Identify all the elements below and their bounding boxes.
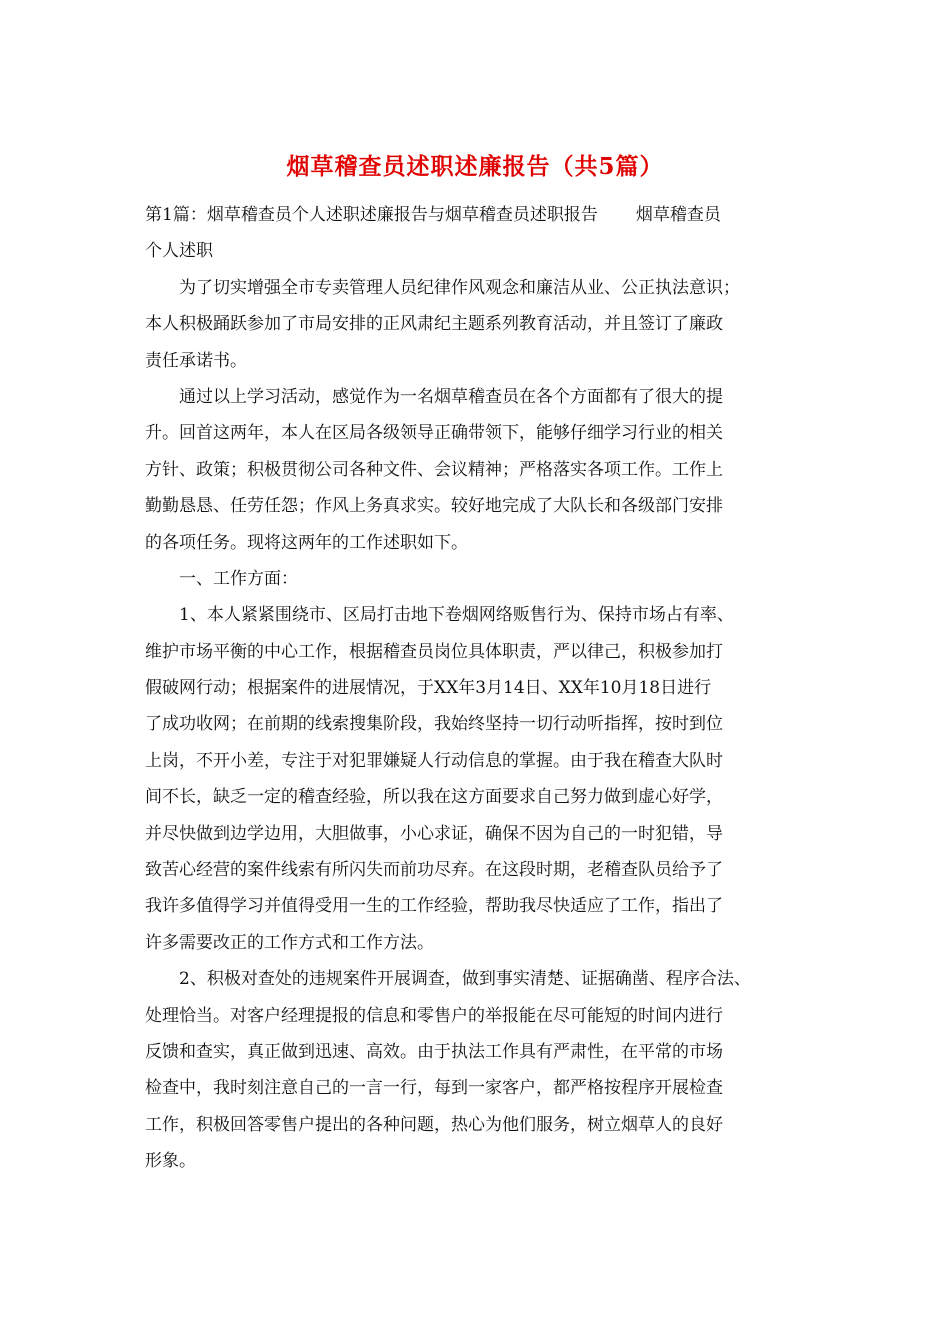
paragraph-lines [145,270,805,1180]
chapter-heading-part2: 烟草稽查员 [635,205,721,225]
document-body [145,197,805,1180]
text-line: 1、本人紧紧围绕市、区局打击地下卷烟网络贩售行为、保持市场占有率、 [179,605,734,626]
text-line: 反馈和查实，真正做到迅速、高效。由于执法工作具有严肃性，在平常的市场 [145,1041,723,1062]
text-line: 通过以上学习活动，感觉作为一名烟草稽查员在各个方面都有了很大的提 [179,386,723,407]
text-line: 了成功收网；在前期的线索搜集阶段，我始终坚持一切行动听指挥，按时到位 [145,714,723,735]
text-line: 形象。 [145,1151,196,1172]
text-line: 升。回首这两年，本人在区局各级领导正确带领下，能够仔细学习行业的相关 [145,423,723,444]
text-line: 处理恰当。对客户经理提报的信息和零售户的举报能在尽可能短的时间内进行 [145,1005,723,1026]
text-line: 维护市场平衡的中心工作，根据稽查员岗位具体职责，严以律己，积极参加打 [145,641,723,662]
text-line: 本人积极踊跃参加了市局安排的正风肃纪主题系列教育活动，并且签订了廉政 [145,314,723,335]
text-line: 假破网行动；根据案件的进展情况，于XX年3月14日、XX年10月18日进行 [145,678,712,699]
text-line: 为了切实增强全市专卖管理人员纪律作风观念和廉洁从业、公正执法意识； [179,277,740,298]
text-line: 一、工作方面： [179,568,298,589]
text-line: 检查中，我时刻注意自己的一言一行，每到一家客户，都严格按程序开展检查 [145,1078,723,1099]
text-line: 许多需要改正的工作方式和工作方法。 [145,932,434,953]
document-title: 烟草稽查员述职述廉报告（共5篇） [286,153,664,180]
text-line: 致苦心经营的案件线索有所闪失而前功尽弃。在这段时期，老稽查队员给予了 [145,860,723,881]
text-line: 我许多值得学习并值得受用一生的工作经验，帮助我尽快适应了工作，指出了 [145,896,723,917]
text-line: 2、积极对查处的违规案件开展调查，做到事实清楚、证据确凿、程序合法、 [179,969,751,990]
text-line: 并尽快做到边学边用，大胆做事，小心求证，确保不因为自己的一时犯错，导 [145,823,723,844]
text-line: 间不长，缺乏一定的稽查经验，所以我在这方面要求自己努力做到虚心好学， [145,787,723,808]
text-line: 上岗，不开小差，专注于对犯罪嫌疑人行动信息的掌握。由于我在稽查大队时 [145,750,723,771]
chapter-heading [145,197,805,233]
chapter-heading-part1: 第1篇：烟草稽查员个人述职述廉报告与烟草稽查员述职报告 [145,205,598,225]
text-line: 方针、政策；积极贯彻公司各种文件、会议精神；严格落实各项工作。工作上 [145,459,723,480]
text-line: 工作，积极回答零售户提出的各种问题，热心为他们服务，树立烟草人的良好 [145,1114,723,1135]
chapter-heading-continued: 个人述职 [145,241,213,262]
text-line: 责任承诺书。 [145,350,247,371]
text-line: 勤勤恳恳、任劳任怨；作风上务真求实。较好地完成了大队长和各级部门安排 [145,496,723,517]
text-line: 的各项任务。现将这两年的工作述职如下。 [145,532,468,553]
